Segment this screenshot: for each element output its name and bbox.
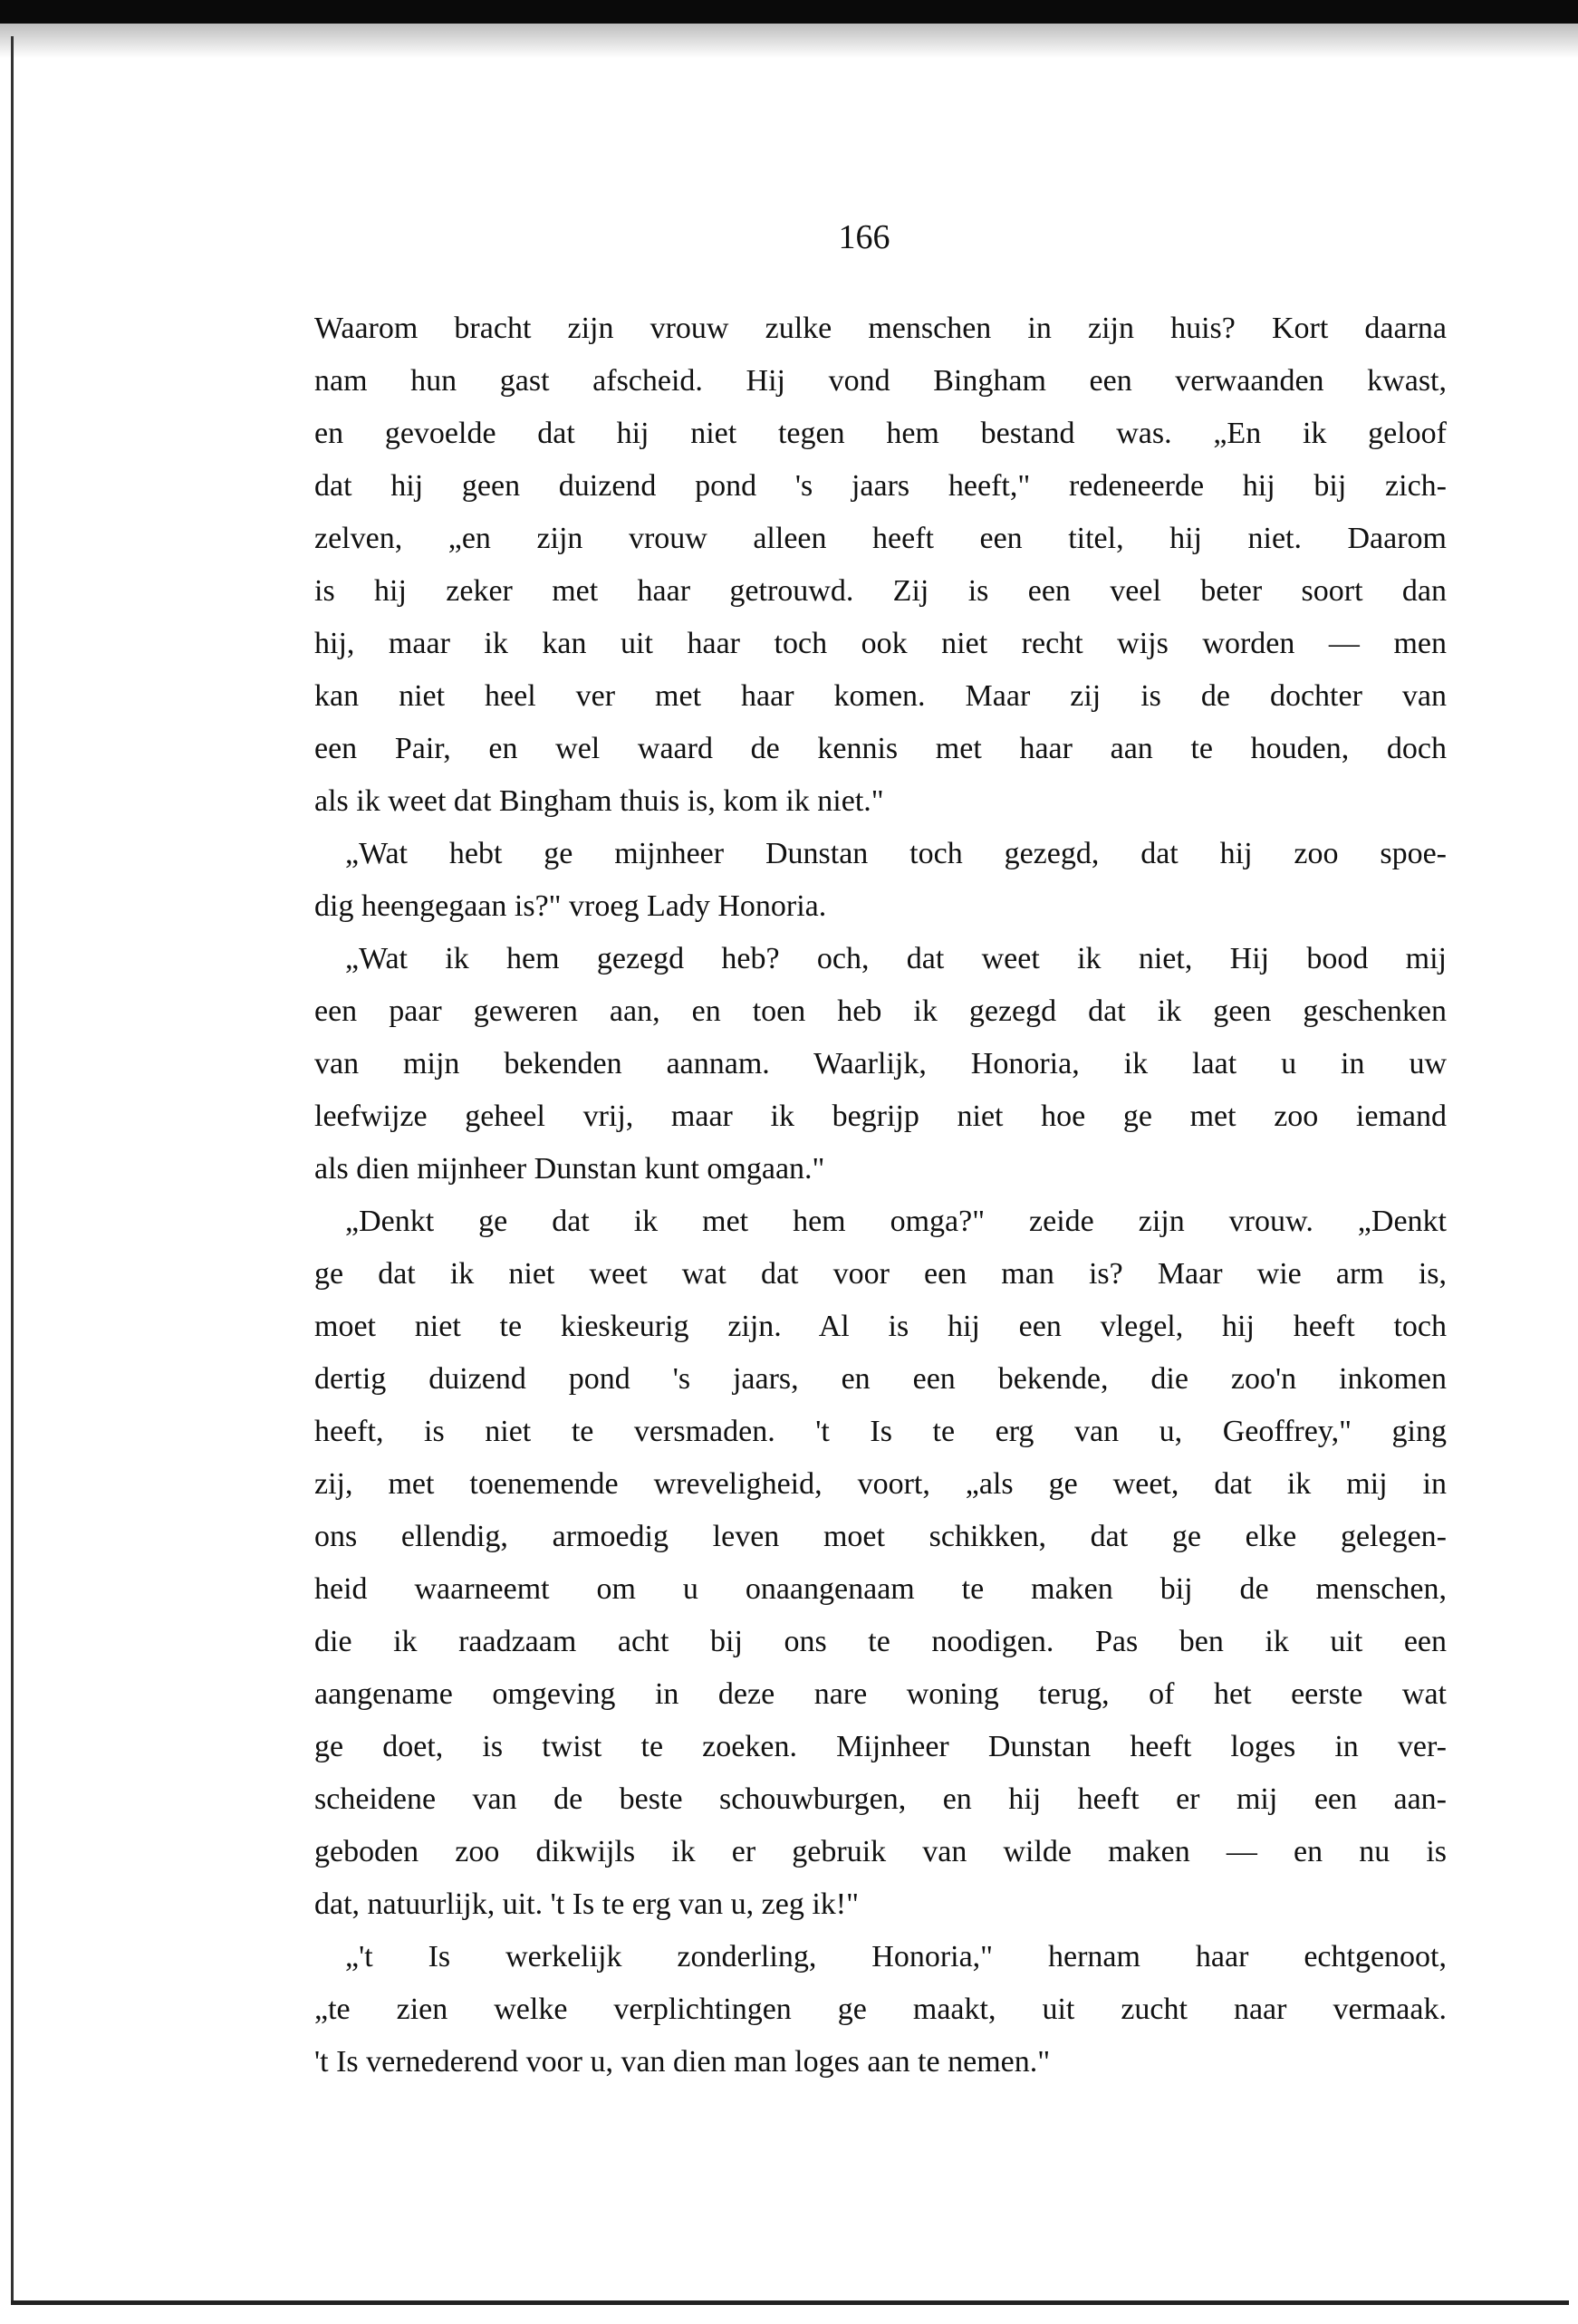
text-line: zij, met toenemende wreveligheid, voort, „als ge weet, dat ik mij in bbox=[314, 1467, 1447, 1501]
text-line: een Pair, en wel waard de kennis met haar aan te houden, doch bbox=[314, 732, 1447, 765]
text-line: en gevoelde dat hij niet tegen hem bestand was. „En ik geloof bbox=[314, 417, 1447, 450]
text-line: „Denkt ge dat ik met hem omga?" zeide zijn vrouw. „Denkt bbox=[345, 1205, 1447, 1238]
text-line: dertig duizend pond 's jaars, en een bekende, die zoo'n inkomen bbox=[314, 1362, 1447, 1396]
text-line: ge doet, is twist te zoeken. Mijnheer Dunstan heeft loges in ver- bbox=[314, 1730, 1447, 1763]
text-line: ons ellendig, armoedig leven moet schikken, dat ge elke gelegen- bbox=[314, 1520, 1447, 1553]
text-line: zelven, „en zijn vrouw alleen heeft een titel, hij niet. Daarom bbox=[314, 522, 1447, 555]
text-line: Waarom bracht zijn vrouw zulke menschen in zijn huis? Kort daarna bbox=[314, 312, 1447, 345]
text-line: scheidene van de beste schouwburgen, en hij heeft er mij een aan- bbox=[314, 1782, 1447, 1816]
text-line: aangename omgeving in deze nare woning terug, of het eerste wat bbox=[314, 1677, 1447, 1711]
text-line: heid waarneemt om u onaangenaam te maken bij de menschen, bbox=[314, 1572, 1447, 1606]
paragraph bbox=[314, 306, 1447, 831]
text-line: leefwijze geheel vrij, maar ik begrijp niet hoe ge met zoo iemand bbox=[314, 1100, 1447, 1133]
text-line: moet niet te kieskeurig zijn. Al is hij een vlegel, hij heeft toch bbox=[314, 1310, 1447, 1343]
paragraph bbox=[314, 936, 1447, 1199]
text-line: als ik weet dat Bingham thuis is, kom ik niet." bbox=[314, 784, 884, 818]
text-line: als dien mijnheer Dunstan kunt omgaan." bbox=[314, 1152, 825, 1186]
body-text bbox=[314, 306, 1447, 2092]
scan-top-edge bbox=[0, 0, 1578, 24]
page-number: 166 bbox=[838, 218, 890, 256]
paragraph bbox=[314, 1935, 1447, 2092]
text-line: hij, maar ik kan uit haar toch ook niet recht wijs worden — men bbox=[314, 627, 1447, 660]
text-line: nam hun gast afscheid. Hij vond Bingham een verwaanden kwast, bbox=[314, 364, 1447, 398]
scan-bottom-edge bbox=[11, 2300, 1569, 2305]
scan-left-edge bbox=[11, 36, 14, 2300]
text-line: „Wat ik hem gezegd heb? och, dat weet ik niet, Hij bood mij bbox=[345, 942, 1447, 975]
text-line: kan niet heel ver met haar komen. Maar zij is de dochter van bbox=[314, 679, 1447, 713]
text-line: geboden zoo dikwijls ik er gebruik van wilde maken — en nu is bbox=[314, 1835, 1447, 1868]
text-line: 't Is vernederend voor u, van dien man loges aan te nemen." bbox=[314, 2045, 1051, 2079]
paragraph bbox=[314, 831, 1447, 936]
text-line: heeft, is niet te versmaden. 't Is te erg van u, Geoffrey," ging bbox=[314, 1415, 1447, 1448]
text-line: „Wat hebt ge mijnheer Dunstan toch gezegd, dat hij zoo spoe- bbox=[345, 837, 1447, 870]
text-line: dat, natuurlijk, uit. 't Is te erg van u, zeg ik!" bbox=[314, 1887, 860, 1921]
text-line: ge dat ik niet weet wat dat voor een man is? Maar wie arm is, bbox=[314, 1257, 1447, 1291]
scan-shadow bbox=[0, 24, 1578, 58]
text-line: „te zien welke verplichtingen ge maakt, uit zucht naar vermaak. bbox=[314, 1993, 1447, 2026]
text-line: „'t Is werkelijk zonderling, Honoria," hernam haar echtgenoot, bbox=[345, 1940, 1447, 1973]
text-line: is hij zeker met haar getrouwd. Zij is een veel beter soort dan bbox=[314, 574, 1447, 608]
text-line: dig heengegaan is?" vroeg Lady Honoria. bbox=[314, 889, 827, 923]
text-line: van mijn bekenden aannam. Waarlijk, Honoria, ik laat u in uw bbox=[314, 1047, 1447, 1080]
text-line: die ik raadzaam acht bij ons te noodigen. Pas ben ik uit een bbox=[314, 1625, 1447, 1658]
paragraph bbox=[314, 1199, 1447, 1935]
text-line: dat hij geen duizend pond 's jaars heeft," redeneerde hij bij zich- bbox=[314, 469, 1447, 503]
text-line: een paar geweren aan, en toen heb ik gezegd dat ik geen geschenken bbox=[314, 994, 1447, 1028]
